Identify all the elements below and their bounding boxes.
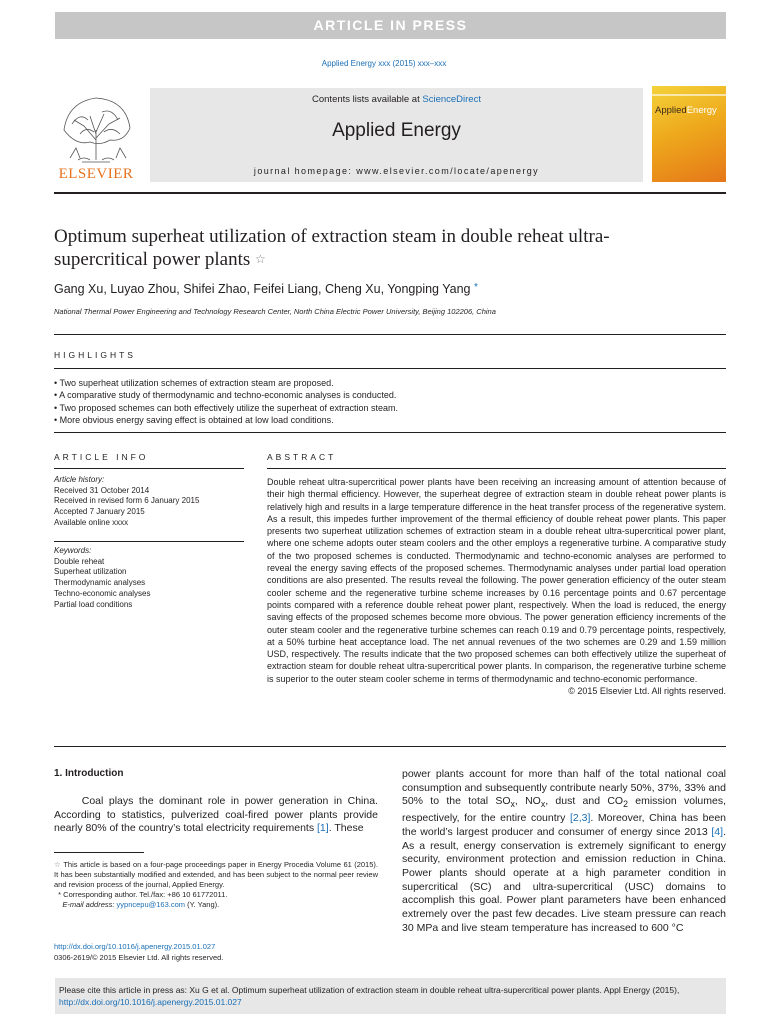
reference-link-2-3[interactable]: [2,3]: [569, 812, 591, 825]
journal-reference[interactable]: Applied Energy xxx (2015) xxx–xxx: [321, 59, 447, 68]
issn-line: 0306-2619/© 2015 Elsevier Ltd. All rights reserved.: [54, 953, 224, 962]
keyword-item: Thermodynamic analyses: [54, 578, 146, 588]
footnote-corresponding: * Corresponding author. Tel./fax: +86 10 61772011.: [58, 890, 228, 899]
highlights-list: [54, 377, 726, 426]
sciencedirect-link[interactable]: ScienceDirect: [422, 94, 481, 105]
keyword-item: Techno-economic analyses: [54, 588, 151, 598]
author-email-link[interactable]: yypncepu@163.com: [116, 900, 186, 909]
footnote-rule: [54, 852, 144, 853]
keyword-item: Double reheat: [54, 556, 105, 566]
citation-doi-link[interactable]: http://dx.doi.org/10.1016/j.apenergy.2015.01.027: [59, 997, 242, 1007]
history-item: Available online xxxx: [54, 517, 129, 527]
footnote-email: E-mail address: yypncepu@163.com (Y. Yang).: [62, 900, 220, 909]
journal-cover-thumbnail: [652, 86, 726, 182]
keyword-item: Partial load conditions: [54, 599, 133, 609]
abstract-heading: ABSTRACT: [267, 452, 337, 462]
doi-link[interactable]: http://dx.doi.org/10.1016/j.apenergy.2015.01.027: [54, 942, 216, 951]
affiliation-rule: [54, 334, 726, 335]
article-title: Optimum superheat utilization of extraction steam in double reheat ultra-supercritical power plants ☆: [54, 226, 610, 270]
cover-band: [652, 94, 726, 96]
author-affiliation: National Thermal Power Engineering and Technology Research Center, North China Electric Power University, Beijing 102206, China: [54, 307, 496, 316]
elsevier-wordmark: ELSEVIER: [58, 166, 134, 182]
highlight-item: • A comparative study of thermodynamic and techno-economic analyses is conducted.: [54, 390, 397, 401]
corresponding-author-mark[interactable]: *: [474, 282, 478, 293]
article-info-heading: ARTICLE INFO: [54, 452, 149, 462]
reference-link-1[interactable]: [1]: [317, 822, 329, 835]
keywords: [54, 546, 244, 610]
article-history-label: Article history:: [54, 475, 105, 484]
highlights-heading: HIGHLIGHTS: [54, 350, 136, 360]
article-in-press-banner: ARTICLE IN PRESS: [55, 12, 726, 39]
journal-homepage-line: journal homepage: www.elsevier.com/locate/apenergy: [253, 166, 540, 176]
article-info-rule: [54, 468, 244, 469]
abstract-bottom-rule: [54, 746, 726, 747]
cover-title-energy: Energy: [686, 105, 717, 116]
highlight-item: • Two superheat utilization schemes of extraction steam are proposed.: [54, 378, 334, 388]
keyword-item: Superheat utilization: [54, 567, 127, 577]
doi-block: [54, 941, 378, 963]
history-item: Received in revised form 6 January 2015: [54, 496, 200, 506]
contents-line: Contents lists available at ScienceDirect: [312, 94, 481, 105]
cover-title-applied: Applied: [655, 105, 687, 116]
reference-link-4[interactable]: [4]: [711, 825, 724, 838]
keywords-label: Keywords:: [54, 546, 92, 555]
section-heading-introduction: 1. Introduction: [54, 768, 124, 779]
article-history: [54, 475, 244, 529]
history-item: Accepted 7 January 2015: [54, 507, 145, 517]
footnote-proceedings: ☆ This article is based on a four-page proceedings paper in Energy Procedia Volume 61 (2015). It has been substantially modified and extended, and has been subject to the normal peer review and revision process of the journal, Applied Energy.: [54, 860, 378, 889]
highlight-item: • More obvious energy saving effect is obtained at low load conditions.: [54, 414, 334, 425]
title-footnote-mark-icon[interactable]: ☆: [255, 252, 266, 266]
abstract-body: [267, 476, 726, 697]
highlight-item: • Two proposed schemes can both effectively utilize the superheat of extraction steam.: [54, 402, 399, 413]
abstract-copyright: © 2015 Elsevier Ltd. All rights reserved.: [568, 686, 726, 697]
cover-title: [655, 105, 717, 116]
abstract-rule: [267, 468, 726, 469]
journal-title: Applied Energy: [332, 120, 461, 141]
footnotes: [54, 860, 378, 910]
highlights-rule: [54, 368, 726, 369]
citation-box: Please cite this article in press as: Xu G et al. Optimum superheat utilization of extraction steam in double reheat ultra-supercritical power plants. Appl Energy (2015), http://dx.doi.org/10.1016/j.apenergy.2015.01.027: [55, 978, 726, 1014]
intro-right-column: power plants account for more than half of the total national coal consumption and subsequently contribute nearly 50%, 37%, 33% and 50% to the total $SO_x$, $NO_x$, dust and $CO_2$ emission volumes, respectively, for the entire country [2,3]. Moreover, China has been the world’s largest producer and consumer of energy since 2013 [4]. As a result, energy conservation is extremely significant to energy security, environment protection and emission reduction in China. Power plants should operate at a high parameter condition in supercritical (SC) and ultra-supercritical (USC) domains to accomplish this goal. Power plant parameters have been enhanced extremely over the past few decades. Live steam pressure can reach 30 MPa and live steam temperature has increased to 600 °C: [402, 768, 726, 934]
history-item: Received 31 October 2014: [54, 485, 150, 495]
abstract-text: Double reheat ultra-supercritical power plants have been receiving an increasing amount of attention because of their high thermal efficiency. However, the superheat degree of extraction steam in double reheat power plants is relatively high and results in a large temperature difference in the heat transfer process of the regenerative system. As a result, this impedes further improvement of the thermal efficiency of double reheat power plants. This paper presents two superheat utilization schemes of extraction steam in a double reheat ultra-supercritical power plant, where one scheme adopts outer steam coolers and the other employs a regenerative turbine. A comparative study of the two proposed schemes is conducted. Thermodynamic and techno-economic analyses are performed to reveal the energy saving effects of the proposed schemes. Thermodynamic analyses under partial load operation conditions are also presented. The results reveal the following. The power generation efficiency of the outer steam cooler scheme and the regenerative turbine scheme increases by 0.16 percentage points and 0.67 percentage points compared with a reference double reheat power plant, respectively. When the load is reduced, the energy saving effects of the proposed schemes become more obvious. The power generation efficiency increments of the outer steam cooler and the regenerative turbine schemes can reach 0.19 and 0.79 percentage points, respectively, at a 50% turbine heat acceptance load. The net annual revenues of the two schemes are 0.29 and 1.59 million USD, respectively. The results indicate that the two proposed schemes can both effectively utilize the superheat of extraction steam for double reheat ultra-supercritical power plants. In comparison, the regenerative turbine scheme is superior to the outer steam cooler scheme in terms of thermodynamic and techno-economic performance.: [267, 477, 726, 684]
highlights-bottom-rule: [54, 432, 726, 433]
journal-homepage-link[interactable]: www.elsevier.com/locate/apenergy: [356, 166, 540, 176]
history-rule: [54, 541, 244, 542]
header-rule: [54, 192, 726, 194]
author-list: Gang Xu, Luyao Zhou, Shifei Zhao, Feifei Liang, Cheng Xu, Yongping Yang *: [54, 282, 478, 296]
intro-left-column: Coal plays the dominant role in power generation in China. According to statistics, pulverized coal-fired power plants provide nearly 80% of the country’s total electricity requirements [1]. These: [54, 795, 378, 835]
